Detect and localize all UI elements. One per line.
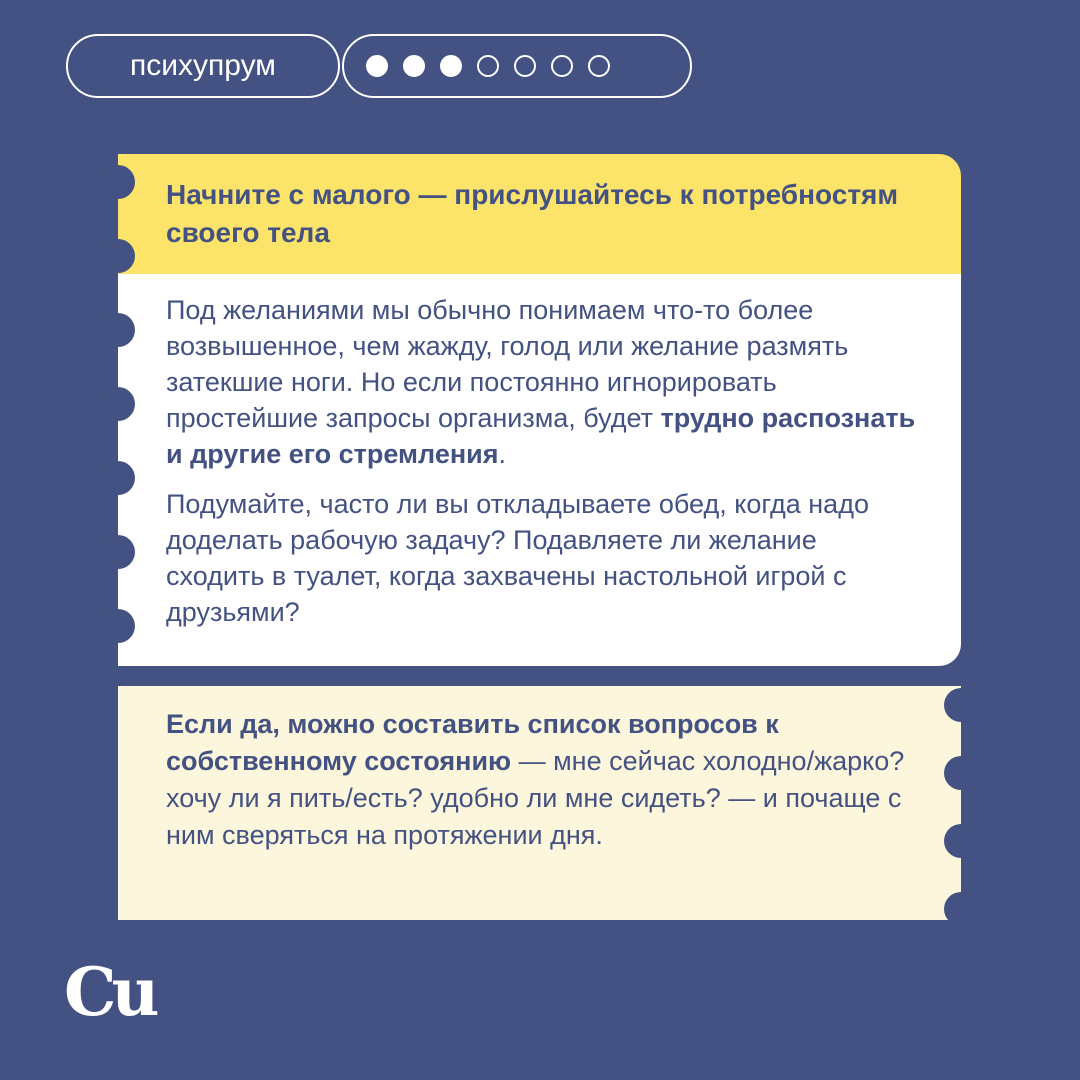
tip-card-title: Начните с малого — прислушайтесь к потребностям своего тела — [166, 179, 899, 248]
ticket-notch — [101, 239, 135, 273]
ticket-notch — [101, 313, 135, 347]
progress-dot — [366, 55, 388, 77]
ticket-notch — [944, 824, 978, 858]
advice-card — [118, 686, 961, 920]
advice-paragraph — [166, 706, 921, 854]
progress-dot — [551, 55, 573, 77]
ticket-notch — [101, 387, 135, 421]
cu-logo: Cu — [64, 953, 155, 1031]
tip-paragraph-text: Под желаниями мы обычно понимаем что-то более возвышенное, чем жажду, голод или желание размять затекшие ноги. Но если постоянно игнорировать простейшие запросы организма, будет — [166, 295, 849, 433]
progress-dot — [440, 55, 462, 77]
progress-dot — [514, 55, 536, 77]
ticket-notch — [101, 535, 135, 569]
tip-card-header — [118, 154, 961, 274]
ticket-notch — [944, 756, 978, 790]
tip-question-paragraph: Подумайте, часто ли вы откладываете обед, когда надо доделать рабочую задачу? Подавляете ли желание сходить в туалет, когда захвачены настольной игрой с друзьями? — [166, 489, 869, 627]
progress-dot — [588, 55, 610, 77]
ticket-notch — [101, 165, 135, 199]
brand-pill[interactable] — [66, 34, 340, 98]
slide-progress-indicator — [342, 34, 692, 98]
progress-dot — [477, 55, 499, 77]
advice-emphasis: Если да, можно составить список вопросов к собственному состоянию — [166, 709, 779, 776]
ticket-notch — [944, 892, 978, 926]
progress-dot — [403, 55, 425, 77]
tip-paragraph-end: . — [498, 439, 507, 469]
tip-paragraph — [166, 292, 921, 472]
brand-label: психупрум — [130, 49, 276, 82]
tip-card-body — [118, 274, 961, 666]
ticket-notch — [944, 688, 978, 722]
ticket-notch — [101, 609, 135, 643]
tip-paragraph-emphasis: трудно распознать и другие его стремления — [166, 403, 916, 469]
advice-text: — мне сейчас холодно/жарко? хочу ли я пить/есть? удобно ли мне сидеть? — и почаще с ним сверяться на протяжении дня. — [166, 746, 905, 850]
ticket-notch — [101, 461, 135, 495]
tip-card — [118, 154, 961, 666]
